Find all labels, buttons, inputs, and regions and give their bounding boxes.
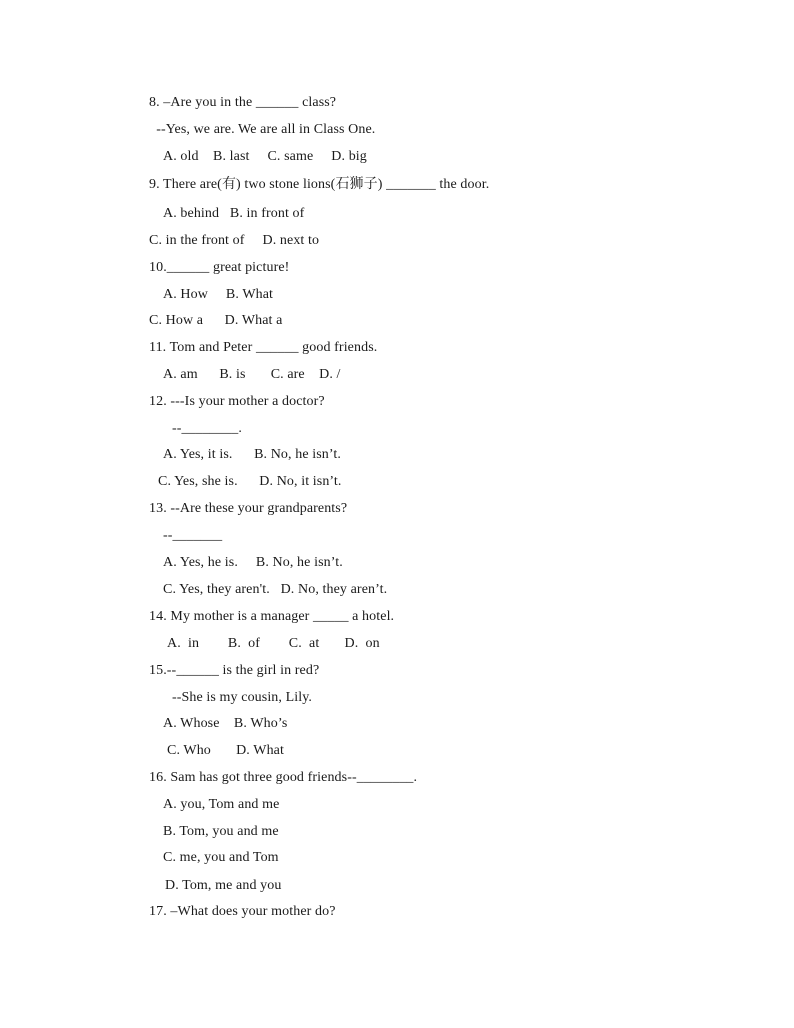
question-10-prompt: 10.______ great picture! [149,260,290,275]
question-9-options-ab: A. behind B. in front of [163,206,305,221]
question-9-prompt: 9. There are(有) two stone lions(石狮子) _______ the door. [149,177,490,192]
question-12-options-cd: C. Yes, she is. D. No, it isn’t. [158,474,342,489]
question-13-prompt: 13. --Are these your grandparents? [149,501,348,516]
question-8-reply: --Yes, we are. We are all in Class One. [149,122,376,137]
question-16-option-c: C. me, you and Tom [163,850,279,865]
question-16-option-d: D. Tom, me and you [165,878,282,893]
question-16-prompt: 16. Sam has got three good friends--________. [149,770,418,785]
question-10-options-cd: C. How a D. What a [149,313,283,328]
question-17-prompt: 17. –What does your mother do? [149,904,336,919]
question-8-prompt: 8. –Are you in the ______ class? [149,95,337,110]
question-12-prompt: 12. ---Is your mother a doctor? [149,394,325,409]
question-10-options-ab: A. How B. What [163,287,274,302]
question-15-options-ab: A. Whose B. Who’s [163,716,288,731]
question-8-options: A. old B. last C. same D. big [163,149,367,164]
question-14-options: A. in B. of C. at D. on [167,636,380,651]
question-9-options-cd: C. in the front of D. next to [149,233,320,248]
question-12-options-ab: A. Yes, it is. B. No, he isn’t. [163,447,341,462]
question-16-option-a: A. you, Tom and me [163,797,280,812]
question-15-reply: --She is my cousin, Lily. [172,690,313,705]
question-15-prompt: 15.--______ is the girl in red? [149,663,320,678]
question-11-options: A. am B. is C. are D. / [163,367,341,382]
question-16-option-b: B. Tom, you and me [163,824,279,839]
question-13-reply: --_______ [163,528,223,543]
question-15-options-cd: C. Who D. What [167,743,284,758]
question-11-prompt: 11. Tom and Peter ______ good friends. [149,340,378,355]
question-14-prompt: 14. My mother is a manager _____ a hotel. [149,609,395,624]
question-13-options-cd: C. Yes, they aren't. D. No, they aren’t. [163,582,388,597]
question-12-reply: --________. [172,421,242,436]
question-13-options-ab: A. Yes, he is. B. No, he isn’t. [163,555,343,570]
